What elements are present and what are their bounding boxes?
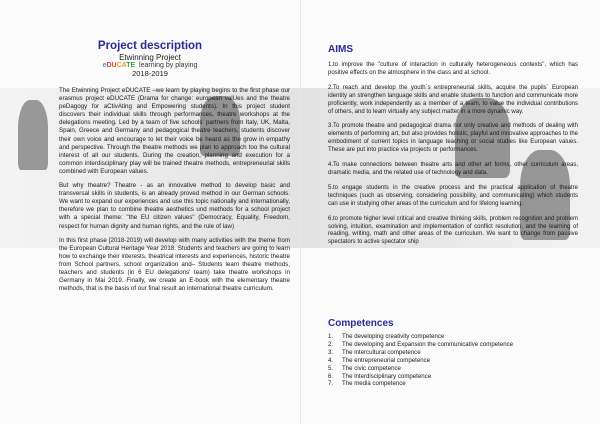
item-text: The developing and Expansion the communicative competence [342,340,514,348]
item-number: 2. [328,340,334,348]
project-subtitle: Etwinning Project [119,53,181,62]
brand-part: TE [126,62,136,69]
brand-tagline: learning by playing [139,62,198,69]
item-number: 5. [328,364,334,372]
item-number: 7. [328,380,334,388]
list-item [328,341,568,349]
list-item [328,333,568,341]
item-number: 3. [328,348,334,356]
aim-item: 4.To make connections between theatre arts and other art forms, other curriculum areas, dramatic media, and the related use of technology and data. [328,162,578,176]
brand-part: CA [116,62,127,69]
project-year: 2018-2019 [132,69,168,78]
aim-item: 2.To reach and develop the youth´s entrepreneurial skills, acquire the pupils´ European identity an strengthen language skills and enable students to function and communicate more proficiently, work independently as a member of a team, to value the individual contributions of others, and to learn virtually any subject matter in a more dynamic way. [328,84,578,115]
item-number: 4. [328,356,334,364]
item-text: The media competence [342,380,406,388]
aim-item: 1.to improve the "culture of interaction in culturally heterogeneous contexts", which has positive effects on the atmosphere in the class and at school. [328,62,578,76]
item-text: The intercultural competence [342,348,421,356]
paragraph: In this first phase [2018-2019) will develop with many activities with the theme from the European Cultural Heritage Year 2018. Students and teachers are going to learn how to exchange their interests, theatrical interests and experiences, historic theatre from School partners, school organization and– Students learn theatre methods, teachers and students (in 6 EU delegations' team) take theatre workshops in Germany in Mai 2019. Finally, we create an E-book with the elementary theatre methods, that is the basis of our final result an international theatre curriculum. [59,236,290,293]
aims-heading: AIMS [328,44,353,55]
list-item [328,365,568,373]
title-block [0,40,300,78]
paragraph: The Etwinning Project eDUCATE –we learn by playing begins to the first phase our erasmus project eDUCATE (Drama for change: european valUes and the theatre peDagogy for aCtivAting and Empowering students). In this project student discovers their individual skills through performances, theatre workshops at the delegations meeting. Led by a team of five schools' partners from Italy, UK, Malta, Spain, Greece and Germany and pedagogical theatre teachers, students discover their own voice and encourage to let their voice be heard as the grow in empathy and perspective. Through the theatre methods we plan to approach too the cultural interest of all our students. During the creation, planning and execution for a common interdisciplinary play will be trained theatre methods, entrepreneurial skills combined with European values. [59,87,290,175]
item-number: 6. [328,372,334,380]
competences-heading: Competences [328,318,394,329]
project-brand [0,62,300,69]
aim-item: 3.To promote theatre and pedagogical drama not only creative and methods of dealing with elements of performing art, but also provides holistic, playful and innovative approaches to the embodiment of current topics in language teaching or social studies like European values. These are put into practice via projects or performances. [328,123,578,154]
competences-list [328,333,568,388]
list-item [328,357,568,365]
brand-part: e [102,62,107,69]
item-text: The civic competence [342,364,401,372]
aims-list [328,62,578,254]
item-number: 1. [328,333,334,340]
paragraph: But why theatre? Theatre - as an innovative method to develop basic and transversal skills in students, is an already proved method in our German schools. We want to expand our experiences and use this topic nationally and internationally, therefore we plan to combine theatre aesthetics und methods for a school project with a special theme: "the EU citizen values" (Democracy, Equality, Freedom, respect for human dignity and human rights, and the rule of law) [59,182,290,230]
list-item [328,349,568,357]
page-title: Project description [97,40,203,52]
brand-part: DU [106,62,117,69]
item-text: The interdisciplinary competence [342,372,432,380]
item-text: The entrepreneurial competence [342,356,431,364]
item-text: The developing creativity competence [342,333,445,340]
list-item [328,380,568,388]
aim-item: 5.to engage students in the creative process and the practical application of theatre techniques (such as observing, considering possibility, and communicating) which students can use in studying other areas of the curriculum and for lifelong learning. [328,184,578,207]
description-text [59,87,290,299]
aim-item: 6.to promote higher level critical and creative thinking skills, problem recognition and problem solving, intuition, examination and implementation of conflict resolution, and the learning of reading, writing, math and other areas of the curriculum. We want to change from passive spectators to active spectator ship [328,215,578,246]
list-item [328,373,568,381]
